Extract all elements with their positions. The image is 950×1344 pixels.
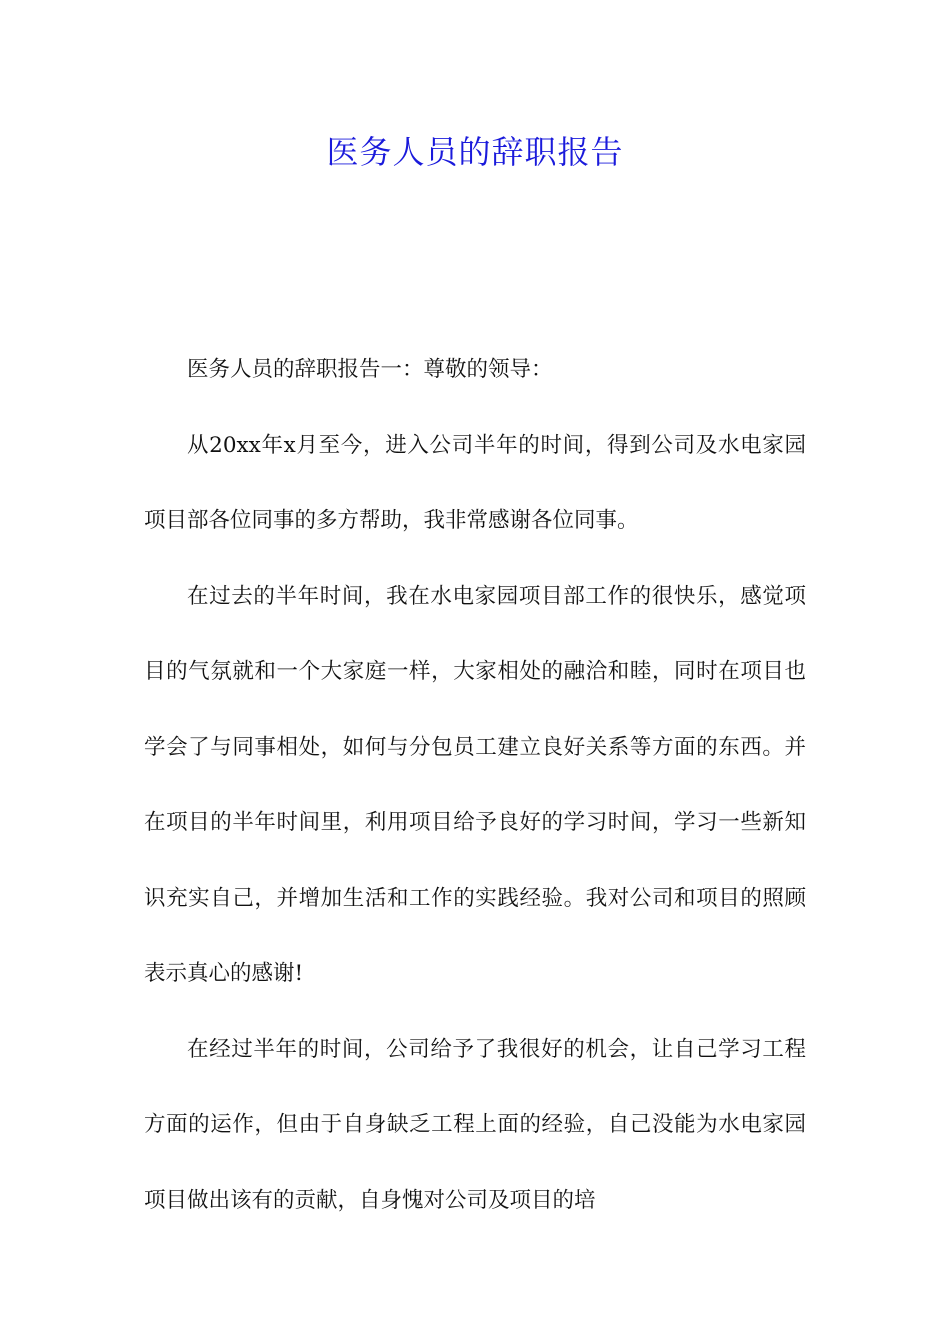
- paragraph-experience: 在过去的半年时间，我在水电家园项目部工作的很快乐，感觉项目的气氛就和一个大家庭一样，大家相处的融洽和睦，同时在项目也学会了与同事相处，如何与分包员工建立良好关系等方面的东西。并在项目的半年时间里，利用项目给予良好的学习时间，学习一些新知识充实自己，并增加生活和工作的实践经验。我对公司和项目的照顾表示真心的感谢!: [144, 583, 806, 986]
- paragraph-salutation: 医务人员的辞职报告一：尊敬的领导：: [187, 357, 553, 382]
- document-body: [144, 332, 806, 1238]
- paragraph-reflection: 在经过半年的时间，公司给予了我很好的机会，让自己学习工程方面的运作，但由于自身缺乏工程上面的经验，自己没能为水电家园项目做出该有的贡献，自身愧对公司及项目的培: [144, 1036, 806, 1213]
- paragraph-gratitude: 从20xx年x月至今，进入公司半年的时间，得到公司及水电家园项目部各位同事的多方帮助，我非常感谢各位同事。: [144, 432, 806, 533]
- document-title: 医务人员的辞职报告: [326, 133, 624, 171]
